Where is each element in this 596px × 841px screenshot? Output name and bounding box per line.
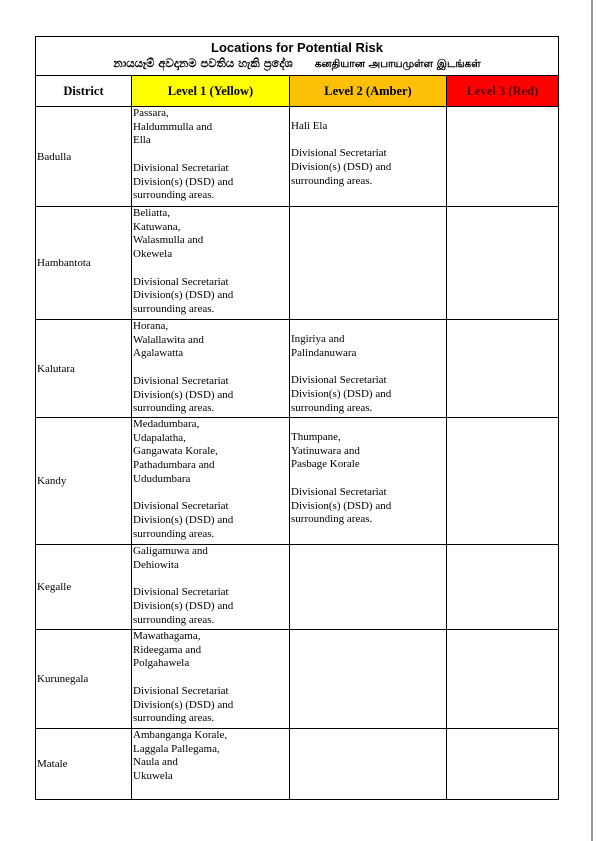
- level-1-cell: [132, 729, 290, 800]
- level-1-places: Beliatta, Katuwana, Walasmulla and Okewela: [133, 207, 204, 261]
- level-1-dsd-note: Divisional Secretariat Division(s) (DSD) and surrounding areas.: [133, 374, 234, 415]
- level-3-cell: [447, 107, 559, 207]
- document-subtitle: [36, 56, 558, 72]
- level-2-cell: [290, 418, 447, 545]
- table-row: [36, 630, 559, 729]
- district-name: Badulla: [36, 107, 132, 207]
- level-1-cell: [132, 107, 290, 207]
- level-1-places: Medadumbara, Udapalatha, Gangawata Korale, Pathadumbara and Ududumbara: [133, 418, 218, 485]
- header-row: [36, 76, 559, 107]
- level-3-cell: [447, 207, 559, 320]
- level-1-places: Galigamuwa and Dehiowita: [133, 545, 208, 571]
- risk-locations-document: [35, 36, 558, 800]
- district-name: Kegalle: [36, 545, 132, 630]
- district-name: Matale: [36, 729, 132, 800]
- level-2-dsd-note: Divisional Secretariat Division(s) (DSD) and surrounding areas.: [291, 374, 392, 414]
- level-1-cell: [132, 418, 290, 545]
- level-2-cell: [290, 729, 447, 800]
- table-row: [36, 320, 559, 418]
- title-sinhala: නායයෑම් අවදානම පවතිය හැකි ප්‍රදේශ: [113, 56, 293, 70]
- level-2-places: Thumpane, Yatinuwara and Pasbage Korale: [291, 431, 360, 471]
- level-1-cell: [132, 207, 290, 320]
- level-2-cell: [290, 320, 447, 418]
- level-2-dsd-note: Divisional Secretariat Division(s) (DSD) and surrounding areas.: [291, 147, 392, 187]
- table-row: [36, 107, 559, 207]
- header-level-1-yellow: Level 1 (Yellow): [132, 76, 290, 107]
- table-row: [36, 418, 559, 545]
- level-1-dsd-note: Divisional Secretariat Division(s) (DSD) and surrounding areas.: [133, 500, 234, 540]
- level-1-dsd-note: Divisional Secretariat Division(s) (DSD) and surrounding areas.: [133, 586, 234, 626]
- header-level-3-red: Level 3 (Red): [447, 76, 559, 107]
- level-3-cell: [447, 729, 559, 800]
- level-1-dsd-note: Divisional Secretariat Division(s) (DSD) and surrounding areas.: [133, 684, 234, 725]
- level-1-dsd-note: Divisional Secretariat Division(s) (DSD) and surrounding areas.: [133, 161, 234, 202]
- level-1-places: Mawathagama, Rideegama and Polgahawela: [133, 630, 202, 670]
- table-row: [36, 207, 559, 320]
- page-edge: [591, 0, 593, 841]
- header-level-2-amber: Level 2 (Amber): [290, 76, 447, 107]
- level-2-places: Hali Ela: [291, 120, 328, 132]
- document-title: Locations for Potential Risk: [211, 40, 383, 55]
- title-row: [36, 37, 559, 76]
- level-2-cell: [290, 107, 447, 207]
- level-3-cell: [447, 630, 559, 729]
- level-3-cell: [447, 545, 559, 630]
- district-name: Kalutara: [36, 320, 132, 418]
- district-name: Kandy: [36, 418, 132, 545]
- level-1-cell: [132, 320, 290, 418]
- level-2-dsd-note: Divisional Secretariat Division(s) (DSD) and surrounding areas.: [291, 485, 392, 526]
- level-1-cell: [132, 545, 290, 630]
- level-1-dsd-note: Divisional Secretariat Division(s) (DSD) and surrounding areas.: [133, 275, 234, 315]
- level-2-cell: [290, 545, 447, 630]
- district-name: Hambantota: [36, 207, 132, 320]
- level-1-places: Ambanganga Korale, Laggala Pallegama, Naula and Ukuwela: [133, 729, 228, 783]
- level-3-cell: [447, 320, 559, 418]
- table-row: [36, 545, 559, 630]
- district-name: Kurunegala: [36, 630, 132, 729]
- level-1-cell: [132, 630, 290, 729]
- table-row: [36, 729, 559, 800]
- level-2-cell: [290, 207, 447, 320]
- title-cell: [36, 37, 559, 76]
- risk-locations-table: [35, 36, 559, 800]
- header-district: District: [36, 76, 132, 107]
- title-tamil: கனதியான அபாயமுள்ள இடங்கள்: [314, 58, 481, 70]
- level-3-cell: [447, 418, 559, 545]
- level-2-places: Ingiriya and Palindanuwara: [291, 333, 357, 359]
- level-1-places: Passara, Haldummulla and Ella: [133, 107, 213, 147]
- level-2-cell: [290, 630, 447, 729]
- level-1-places: Horana, Walallawita and Agalawatta: [133, 320, 204, 360]
